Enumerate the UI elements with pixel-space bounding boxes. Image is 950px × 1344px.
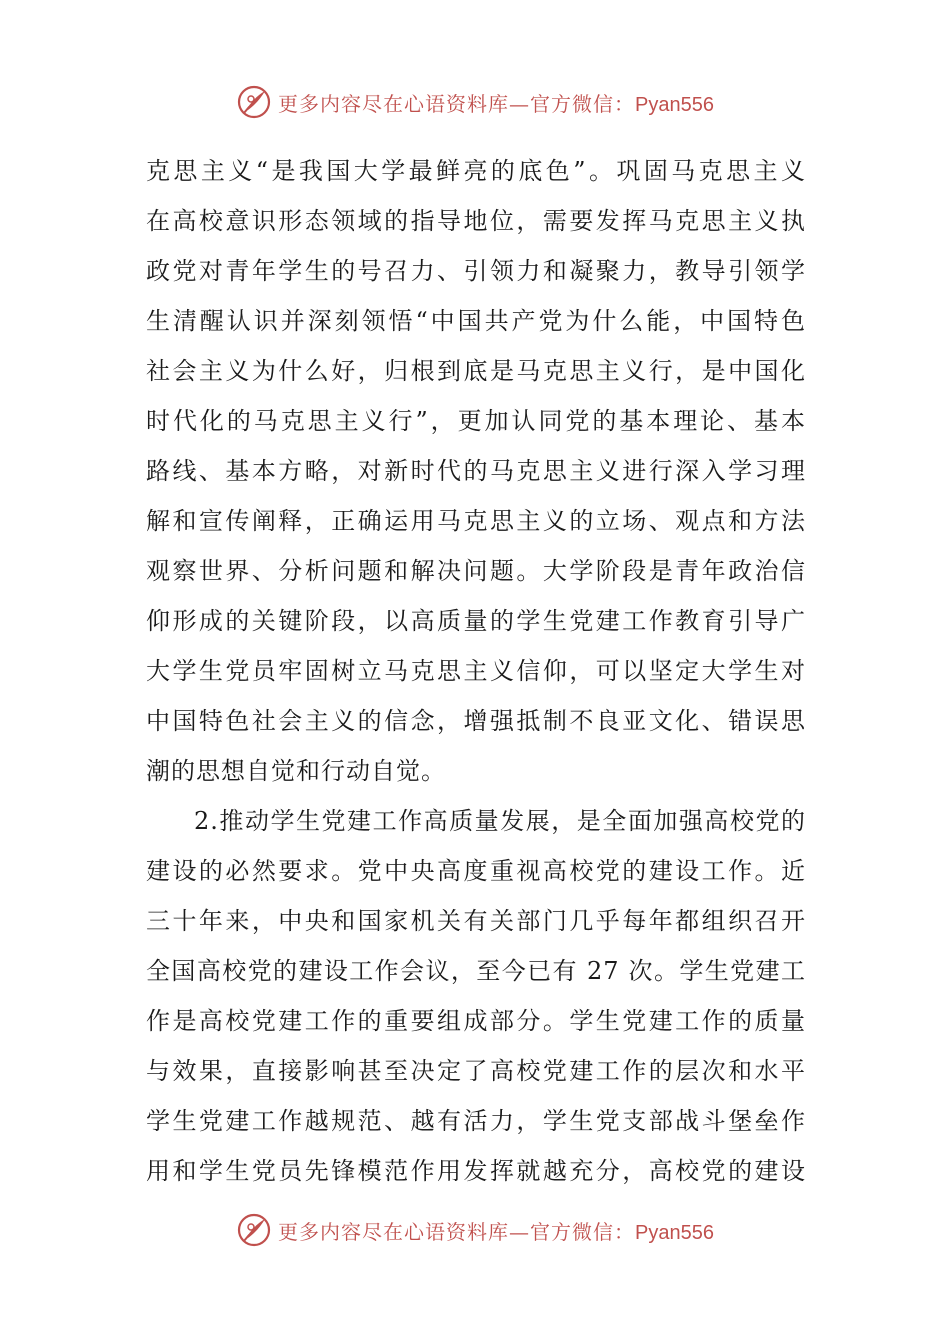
header-banner (0, 82, 950, 122)
footer-banner-handle: Pyan556 (635, 1221, 714, 1244)
body-line: 路线、基本方略，对新时代的马克思主义进行深入学习理 (146, 457, 806, 485)
body-line: 全国高校党的建设工作会议，至今已有 27 次。学生党建工 (146, 957, 806, 985)
header-banner-label: 更多内容尽在心语资料库—官方微信： (278, 91, 636, 116)
body-line: 观察世界、分析问题和解决问题。大学阶段是青年政治信 (146, 557, 806, 585)
body-line: 用和学生党员先锋模范作用发挥就越充分，高校党的建设 (146, 1157, 806, 1185)
body-line: 大学生党员牢固树立马克思主义信仰，可以坚定大学生对 (146, 657, 806, 685)
body-line: 生清醒认识并深刻领悟“中国共产党为什么能，中国特色 (146, 307, 806, 335)
header-banner-handle: Pyan556 (635, 93, 714, 116)
body-line-paragraph-start: 2.推动学生党建工作高质量发展，是全面加强高校党的 (194, 807, 806, 835)
body-line: 社会主义为什么好，归根到底是马克思主义行，是中国化 (146, 357, 806, 385)
body-line: 建设的必然要求。党中央高度重视高校党的建设工作。近 (146, 857, 806, 885)
body-line: 解和宣传阐释，正确运用马克思主义的立场、观点和方法 (146, 507, 806, 535)
footer-banner-label: 更多内容尽在心语资料库—官方微信： (278, 1219, 636, 1244)
document-body (146, 146, 806, 1196)
body-line: 学生党建工作越规范、越有活力，学生党支部战斗堡垒作 (146, 1107, 806, 1135)
body-line: 与效果，直接影响甚至决定了高校党建工作的层次和水平 (146, 1057, 806, 1085)
body-line: 中国特色社会主义的信念，增强抵制不良亚文化、错误思 (146, 707, 806, 735)
body-line: 作是高校党建工作的重要组成部分。学生党建工作的质量 (146, 1007, 806, 1035)
footer-banner-text (278, 1216, 714, 1245)
body-line-paragraph-end: 潮的思想自觉和行动自觉。 (146, 757, 446, 785)
body-line: 时代化的马克思主义行”，更加认同党的基本理论、基本 (146, 407, 806, 435)
body-line: 克思主义“是我国大学最鲜亮的底色”。巩固马克思主义 (146, 157, 806, 185)
quill-logo-icon (236, 84, 272, 120)
body-line: 仰形成的关键阶段，以高质量的学生党建工作教育引导广 (146, 607, 806, 635)
header-banner-text (278, 88, 714, 117)
body-line: 政党对青年学生的号召力、引领力和凝聚力，教导引领学 (146, 257, 806, 285)
body-line: 在高校意识形态领域的指导地位，需要发挥马克思主义执 (146, 207, 806, 235)
quill-logo-icon (236, 1212, 272, 1248)
body-line: 三十年来，中央和国家机关有关部门几乎每年都组织召开 (146, 907, 806, 935)
footer-banner (0, 1210, 950, 1250)
